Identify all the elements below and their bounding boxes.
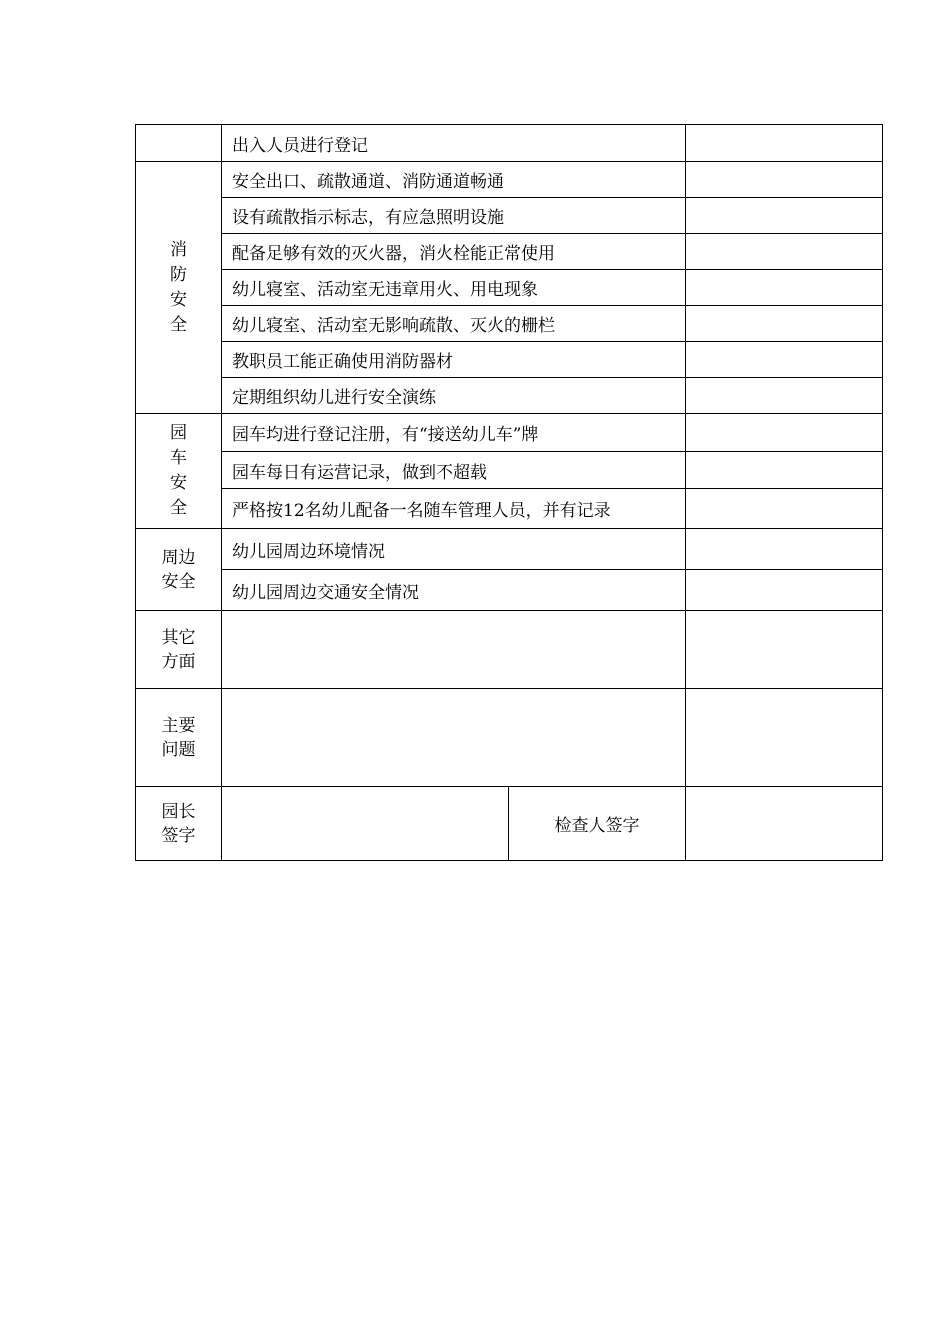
table-row — [136, 570, 883, 611]
check-item: 教职员工能正确使用消防器材 — [222, 342, 686, 378]
check-item: 配备足够有效的灭火器，消火栓能正常使用 — [222, 234, 686, 270]
table-row — [136, 378, 883, 414]
issues-notes-cell — [222, 689, 686, 787]
result-cell — [686, 125, 883, 162]
check-item: 设有疏散指示标志，有应急照明设施 — [222, 198, 686, 234]
check-item: 幼儿寝室、活动室无影响疏散、灭火的栅栏 — [222, 306, 686, 342]
table-row — [136, 198, 883, 234]
category-bus-safety — [136, 414, 222, 529]
check-item: 幼儿寝室、活动室无违章用火、用电现象 — [222, 270, 686, 306]
result-cell — [686, 342, 883, 378]
safety-inspection-table — [135, 124, 883, 861]
table-row — [136, 125, 883, 162]
table-row — [136, 529, 883, 570]
check-item: 出入人员进行登记 — [222, 125, 686, 162]
category-label: 主要问题 — [161, 715, 196, 760]
table-row — [136, 489, 883, 529]
check-item: 幼儿园周边环境情况 — [222, 529, 686, 570]
inspector-signature-field — [686, 787, 883, 861]
result-cell — [686, 529, 883, 570]
category-label: 周边安全 — [161, 547, 196, 592]
check-item: 园车每日有运营记录，做到不超载 — [222, 452, 686, 489]
result-cell — [686, 198, 883, 234]
table-row — [136, 689, 883, 787]
result-cell — [686, 452, 883, 489]
category-label: 其它方面 — [161, 627, 196, 672]
result-cell — [686, 689, 883, 787]
result-cell — [686, 270, 883, 306]
result-cell — [686, 489, 883, 529]
check-item: 园车均进行登记注册，有“接送幼儿车”牌 — [222, 414, 686, 452]
check-item: 安全出口、疏散通道、消防通道畅通 — [222, 162, 686, 198]
table-row — [136, 414, 883, 452]
result-cell — [686, 378, 883, 414]
principal-signature-field — [222, 787, 509, 861]
other-notes-cell — [222, 611, 686, 689]
table-row — [136, 787, 883, 861]
category-main-issues — [136, 689, 222, 787]
table-row — [136, 452, 883, 489]
category-fire-safety — [136, 162, 222, 414]
check-item: 定期组织幼儿进行安全演练 — [222, 378, 686, 414]
check-item: 严格按12名幼儿配备一名随车管理人员，并有记录 — [222, 489, 686, 529]
category-cell-empty — [136, 125, 222, 162]
category-label: 园车安全 — [169, 423, 187, 518]
check-item: 幼儿园周边交通安全情况 — [222, 570, 686, 611]
category-other — [136, 611, 222, 689]
table-row — [136, 611, 883, 689]
result-cell — [686, 414, 883, 452]
table-row — [136, 342, 883, 378]
table-row — [136, 162, 883, 198]
inspector-signature-label: 检查人签字 — [509, 787, 686, 861]
principal-signature-label: 园长签字 — [161, 801, 196, 846]
principal-signature-label-cell — [136, 787, 222, 861]
result-cell — [686, 162, 883, 198]
table-row — [136, 234, 883, 270]
result-cell — [686, 611, 883, 689]
result-cell — [686, 306, 883, 342]
result-cell — [686, 570, 883, 611]
category-label: 消防安全 — [169, 239, 187, 335]
category-surrounding-safety — [136, 529, 222, 611]
table-row — [136, 270, 883, 306]
table-row — [136, 306, 883, 342]
result-cell — [686, 234, 883, 270]
